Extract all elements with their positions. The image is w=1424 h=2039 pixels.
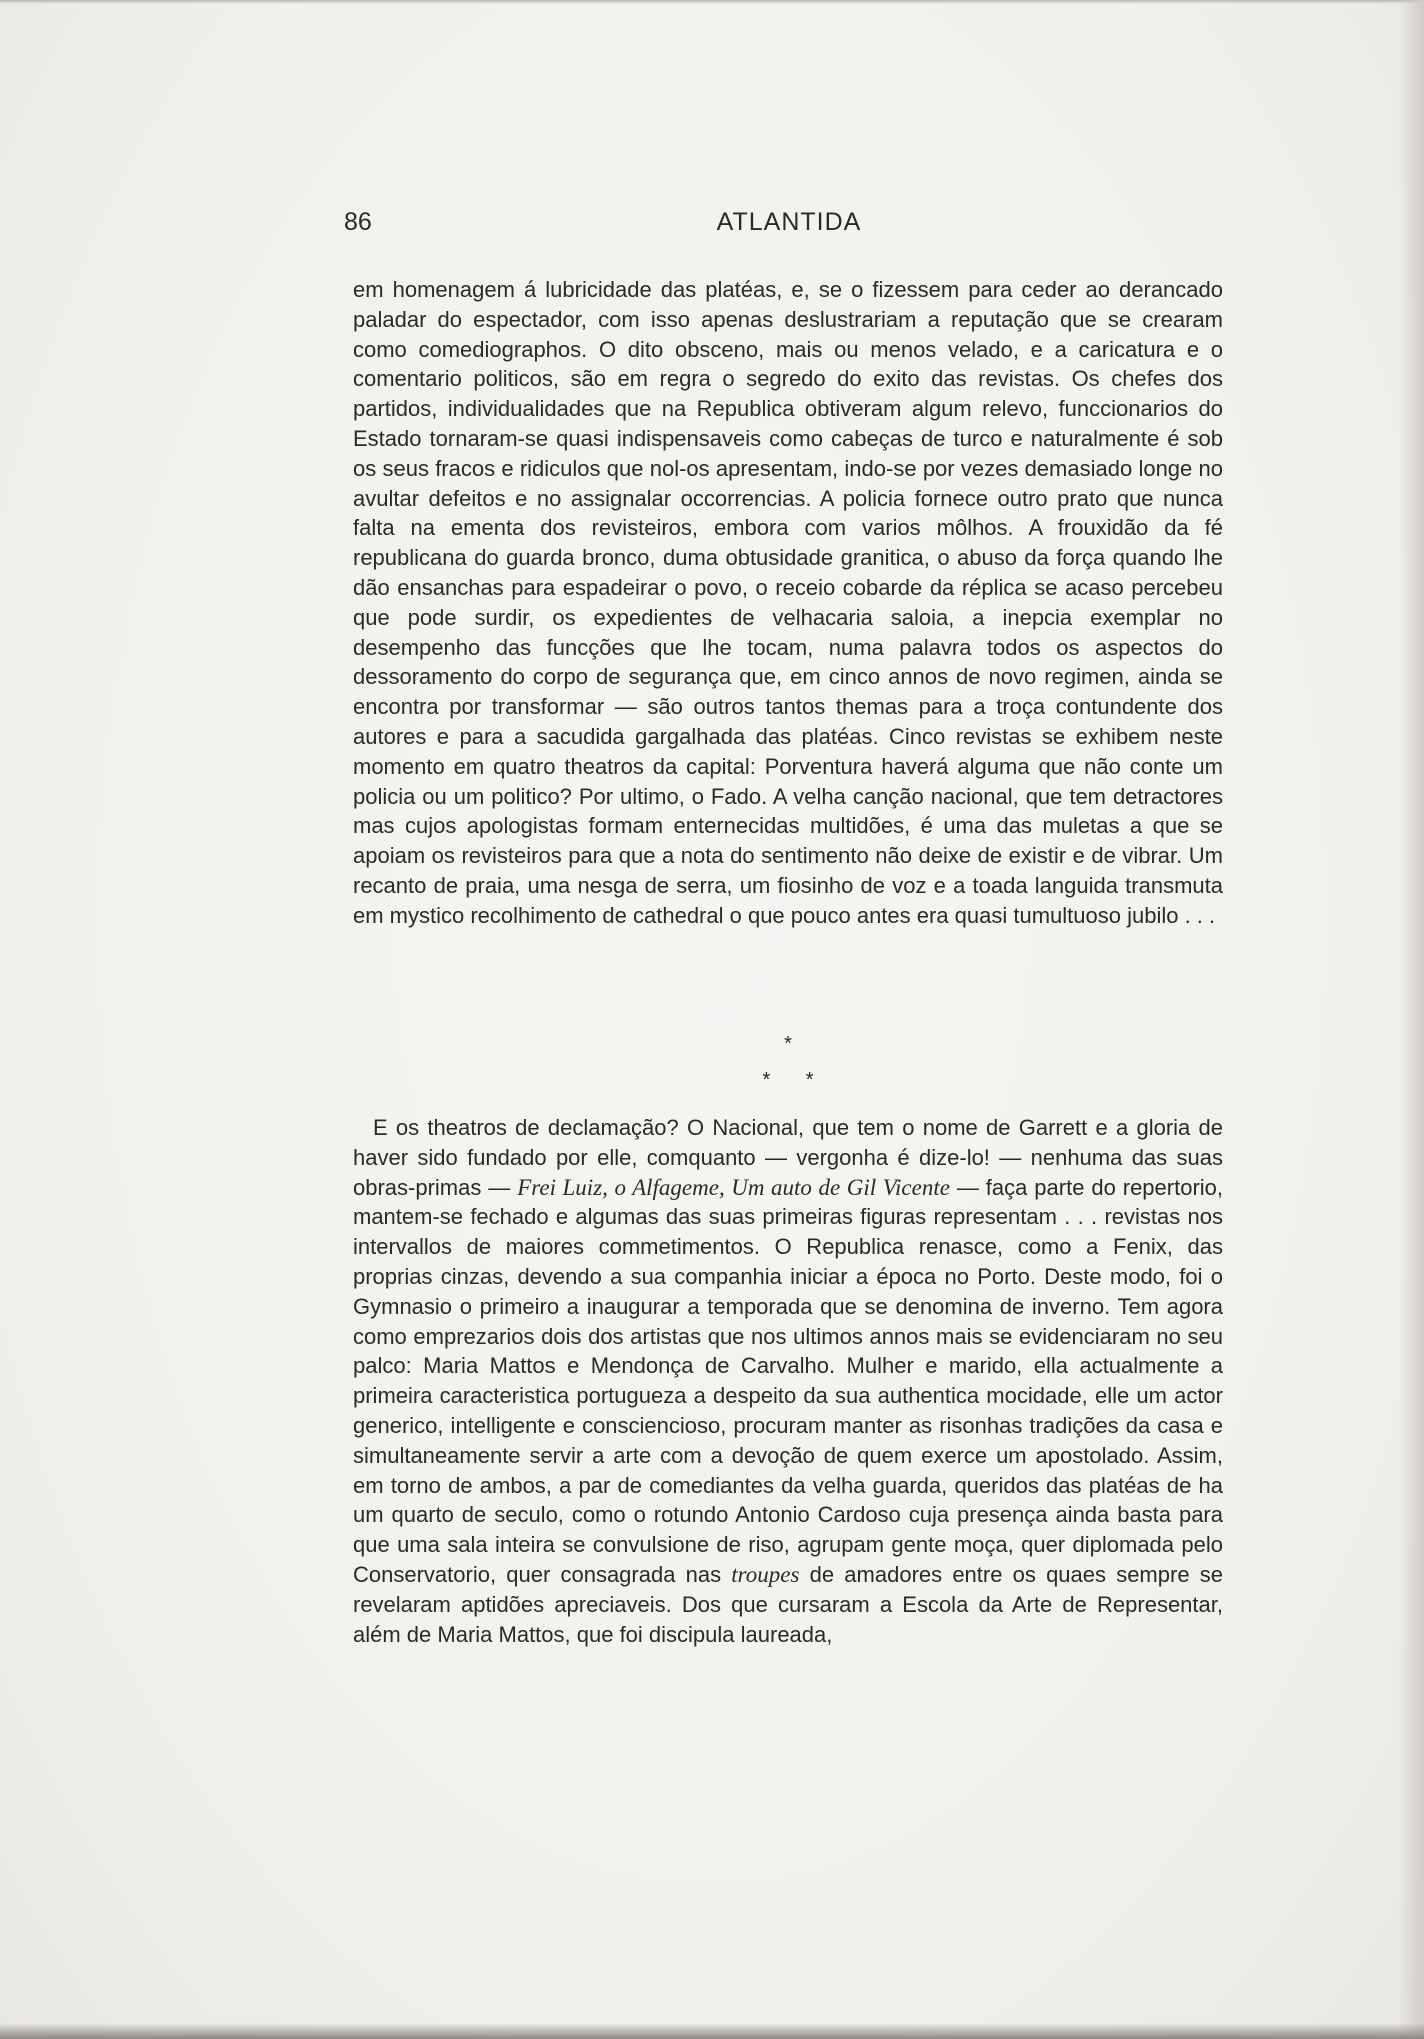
page-right-edge (1398, 0, 1424, 2039)
italic-play-titles: Frei Luiz, o Alfageme, Um auto de Gil Vicente (517, 1174, 950, 1200)
page-header (344, 208, 1234, 248)
page-bottom-edge (0, 2023, 1424, 2039)
page-number: 86 (344, 208, 372, 236)
section-break-bottom: * * (762, 1069, 814, 1091)
italic-troupes: troupes (731, 1561, 800, 1587)
paragraph-text: de amadores entre os quaes sempre se revelaram aptidões apreciaveis. Dos que cursaram a Escola da Arte de Representar, além de Maria Mattos, que foi discipula laureada, (353, 1561, 1223, 1647)
page-top-edge (0, 0, 1424, 4)
paragraph-revistas: em homenagem á lubricidade das platéas, e, se o fizessem para ceder ao derancado paladar do espectador, com isso apenas deslustrariam a reputação que se crearam como comediographos. O dito obsceno, mais ou menos velado, e a caricatura e o comentario politicos, são em regra o segredo do exito das revistas. Os chefes dos partidos, individualidades que na Republica obtiveram algum relevo, funccionarios do Estado tornaram-se quasi indispensaveis como cabeças de turco e naturalmente é sob os seus fracos e ridiculos que nol-os apresentam, indo-se por vezes demasiado longe no avultar defeitos e no assignalar occorrencias. A policia fornece outro prato que nunca falta na ementa dos revisteiros, embora com varios môlhos. A frouxidão da fé republicana do guarda bronco, duma obtusidade granitica, o abuso da força quando lhe dão ensanchas para espadeirar o povo, o receio cobarde da réplica se acaso percebeu que pode surdir, os expedientes de velhacaria saloia, a inepcia exemplar no desempenho das funcções que lhe tocam, numa palavra todos os aspectos do dessoramento do corpo de segurança que, em cinco annos de novo regimen, ainda se encontra por transformar — são outros tantos themas para a troça contundente dos autores e para a sacudida gargalhada das platéas. Cinco revistas se exhibem neste momento em quatro theatros da capital: Porventura haverá alguma que não conte um policia ou um politico? Por ultimo, o Fado. A velha canção nacional, que tem detractores mas cujos apologistas formam enternecidas multidões, é uma das muletas a que se apoiam os revisteiros para que a nota do sentimento não deixe de existir e de vibrar. Um recanto de praia, uma nesga de serra, um fiosinho de voz e a toada languida transmuta em mystico recolhimento de cathedral o que pouco antes era quasi tumultuoso jubilo . . . (353, 277, 1223, 928)
paragraph-text: — faça parte do repertorio, mantem-se fechado e algumas das suas primeiras figuras representam . . . revistas nos intervallos de maiores commetimentos. O Republica renasce, como a Fenix, das proprias cinzas, devendo a sua companhia iniciar a época no Porto. Deste modo, foi o Gymnasio o primeiro a inaugurar a temporada que se denomina de inverno. Tem agora como emprezarios dois dos artistas que nos ultimos annos mais se evidenciaram no seu palco: Maria Mattos e Mendonça de Carvalho. Mulher e marido, ella actualmente a primeira caracteristica portugueza a despeito da sua authentica mocidade, elle um actor generico, intelligente e consciencioso, procuram manter as risonhas tradições da casa e simultaneamente servir a arte com a devoção de quem exerce um apostolado. Assim, em torno de ambos, a par de comediantes da velha guarda, queridos das platéas de ha um quarto de seculo, como o rotundo Antonio Cardoso cuja presença ainda basta para que uma sala inteira se convulsione de riso, agrupam gente moça, quer diplomada pelo Conservatorio, quer consagrada nas (353, 1174, 1224, 1587)
paragraph-text: E os theatros de declamação? O Nacional, que tem o nome de Garrett e a gloria de haver sido fundado por elle, comquanto — vergonha é dize-lo! — nenhuma das suas obras-primas — (353, 1115, 1223, 1200)
paragraph-theatros (353, 1113, 1223, 1649)
section-break-top: * (784, 1033, 792, 1055)
running-title: ATLANTIDA (716, 208, 862, 236)
